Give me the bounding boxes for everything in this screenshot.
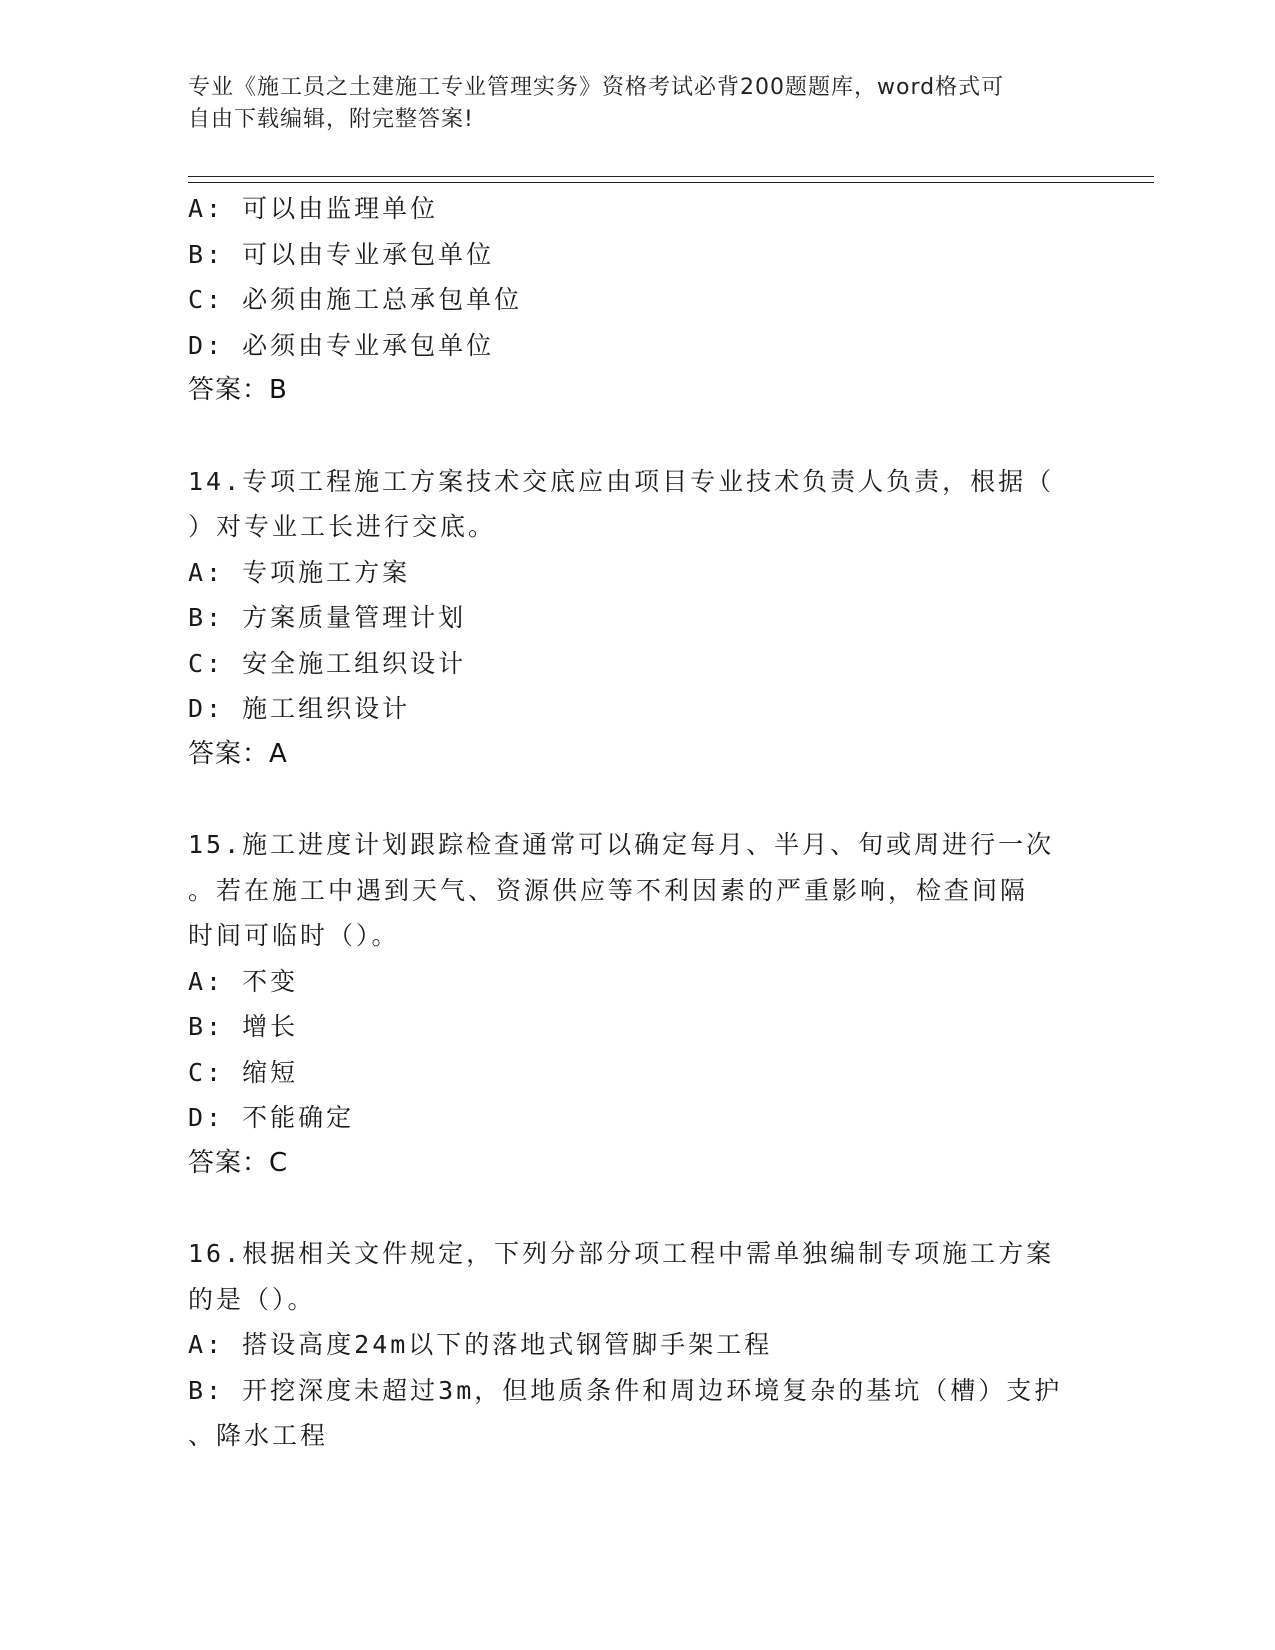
question-block: [188, 822, 1088, 1186]
option-c: C: 安全施工组织设计: [188, 648, 467, 678]
question-text-line: 16.根据相关文件规定，下列分部分项工程中需单独编制专项施工方案: [188, 1239, 1055, 1268]
question-text-line: 。若在施工中遇到天气、资源供应等不利因素的严重影响，检查间隔: [188, 875, 1029, 905]
header-line-2: 自由下载编辑，附完整答案!: [188, 107, 474, 132]
question-text-line: 的是（）。: [188, 1284, 316, 1314]
question-block: [188, 186, 1088, 414]
spacer: [188, 1186, 1088, 1231]
option-b-continued: 、降水工程: [188, 1421, 329, 1450]
question-content: [188, 186, 1088, 1459]
question-text-line: 时间可临时（）。: [188, 921, 400, 950]
option-d: D: 施工组织设计: [188, 694, 411, 723]
option-d: D: 必须由专业承包单位: [188, 330, 495, 360]
option-b: B: 增长: [188, 1012, 299, 1041]
header-divider: [188, 176, 1154, 183]
answer-line: 答案：B: [188, 375, 288, 405]
question-block: [188, 459, 1088, 778]
option-b: B: 开挖深度未超过3m，但地质条件和周边环境复杂的基坑（槽）支护: [188, 1375, 1063, 1405]
option-b: B: 方案质量管理计划: [188, 603, 467, 632]
option-a: A: 专项施工方案: [188, 557, 411, 587]
document-header: [188, 72, 1068, 136]
header-line-1: 专业《施工员之土建施工专业管理实务》资格考试必背200题题库，word格式可: [188, 75, 1005, 100]
answer-line: 答案：A: [188, 738, 288, 769]
option-c: C: 缩短: [188, 1057, 299, 1087]
option-a: A: 可以由监理单位: [188, 194, 439, 223]
option-c: C: 必须由施工总承包单位: [188, 285, 523, 314]
option-a: A: 搭设高度24m以下的落地式钢管脚手架工程: [188, 1330, 773, 1359]
answer-line: 答案：C: [188, 1147, 289, 1178]
option-d: D: 不能确定: [188, 1103, 355, 1132]
spacer: [188, 414, 1088, 459]
question-text-line: ）对专业工长进行交底。: [188, 512, 497, 541]
question-block: [188, 1231, 1088, 1459]
option-a: A: 不变: [188, 966, 299, 996]
spacer: [188, 777, 1088, 822]
question-text-line: 15.施工进度计划跟踪检查通常可以确定每月、半月、旬或周进行一次: [188, 830, 1055, 859]
option-b: B: 可以由专业承包单位: [188, 239, 495, 269]
question-text-line: 14.专项工程施工方案技术交底应由项目专业技术负责人负责，根据（: [188, 466, 1055, 496]
